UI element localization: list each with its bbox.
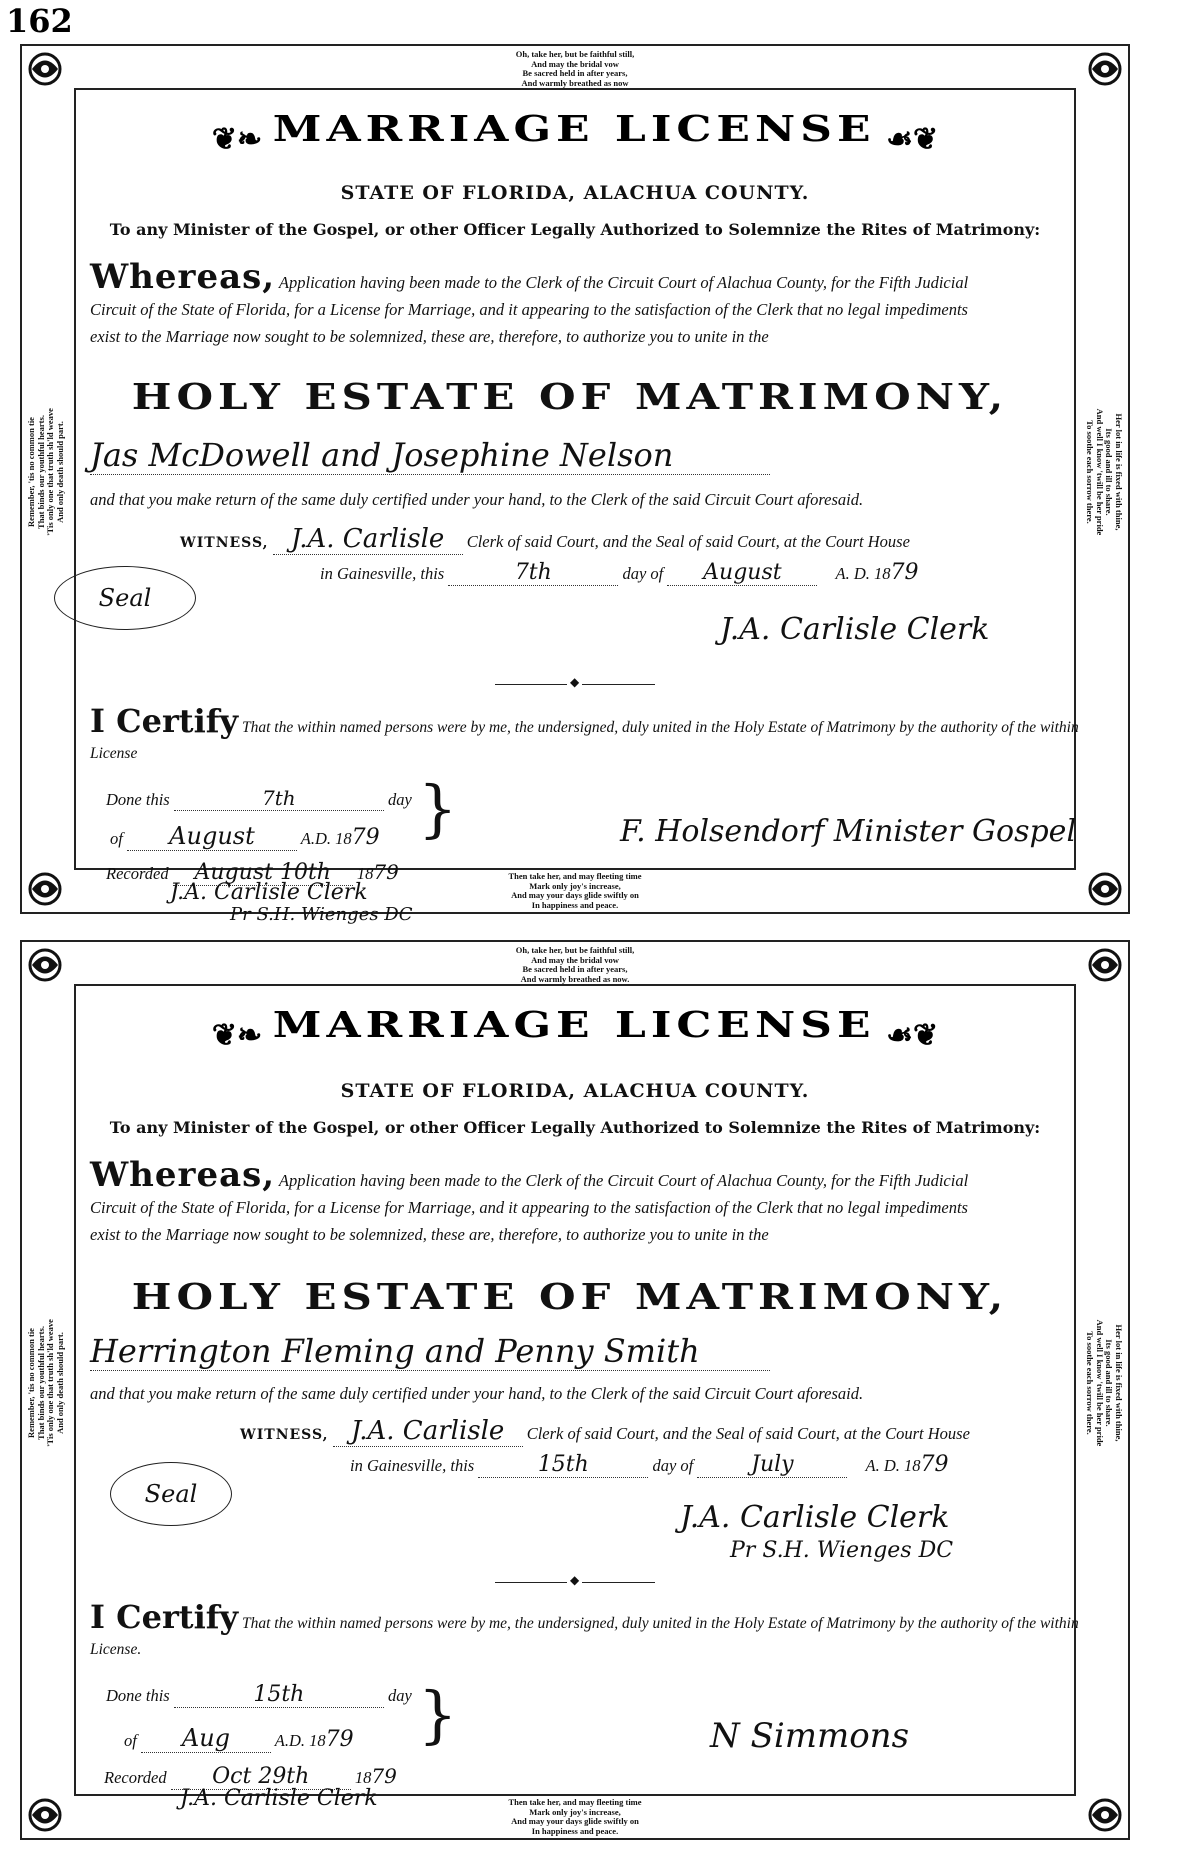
- court-seal: Seal: [54, 566, 196, 630]
- poem-top: Oh, take her, but be faithful still, And may the bridal vow Be sacred held in after years, And warmly breathed as now: [515, 49, 635, 88]
- whereas-paragraph: [90, 257, 1000, 350]
- done-this-line: Done this 7th day: [106, 786, 412, 810]
- flourish-left-icon: ❦❧: [211, 1018, 263, 1053]
- couple-names: Herrington Fleming and Penny Smith: [90, 1332, 770, 1371]
- date-line: in Gainesville, this 15th day of July A. D. 1879: [350, 1452, 949, 1477]
- witness-signature: J.A. Carlisle: [333, 1416, 523, 1447]
- recorded-signature-1: J.A. Carlisle Clerk: [170, 880, 368, 905]
- done-month-line: of August A.D. 1879: [110, 822, 380, 850]
- done-month: Aug: [141, 1724, 271, 1753]
- corner-ornament-icon: [26, 946, 64, 984]
- minister-signature: F. Holsendorf Minister Gospel: [620, 814, 1077, 849]
- day-value: 15th: [478, 1452, 648, 1478]
- done-this-line: Done this 15th day: [106, 1682, 412, 1707]
- poem-bottom: Then take her, and may fleeting time Mark only joy's increase, And may your days glide swiftly on In happiness and peace.: [508, 871, 642, 910]
- side-poem-right: Her lot in life is fixed with thine, Its good and ill to share. And well I know 'twill be her pride To soothe each sorrow there.: [1085, 1319, 1124, 1447]
- recorded-value: August 10th: [173, 860, 353, 886]
- certify-paragraph: [90, 1598, 1090, 1663]
- flourish-left-icon: ❦❧: [211, 122, 263, 157]
- holy-estate-heading: HOLY ESTATE OF MATRIMONY,: [131, 375, 1009, 418]
- page-number: 162: [6, 2, 73, 40]
- section-divider: [495, 1582, 655, 1583]
- month-value: August: [667, 560, 817, 586]
- clerk-text: Clerk of said Court, and the Seal of said Court, at the Court House: [466, 532, 910, 551]
- month-value: July: [697, 1452, 847, 1478]
- clerk-text: Clerk of said Court, and the Seal of said Court, at the Court House: [526, 1424, 970, 1443]
- marriage-license-1: [20, 44, 1130, 925]
- return-text: and that you make return of the same duly certified under your hand, to the Clerk of the said Circuit Court aforesaid.: [90, 490, 864, 509]
- side-poem-left: Remember, 'tis no common tie That binds our youthful hearts. 'Tis only one that truth sh'ld weave And only death should part.: [26, 408, 65, 536]
- whereas-paragraph: [90, 1155, 1000, 1248]
- date-line: in Gainesville, this 7th day of August A. D. 1879: [320, 560, 919, 585]
- brace-icon: }: [418, 1678, 458, 1751]
- address-line: To any Minister of the Gospel, or other Officer Legally Authorized to Solemnize the Rites of Matrimony:: [109, 1118, 1041, 1137]
- year-value: 79: [890, 560, 919, 585]
- whereas-word: Whereas,: [90, 257, 276, 297]
- certify-paragraph: [90, 702, 1090, 767]
- corner-ornament-icon: [26, 1796, 64, 1834]
- witness-line: [180, 524, 910, 555]
- done-month-line: of Aug A.D. 1879: [124, 1724, 354, 1752]
- license-title: ❦❧ MARRIAGE LICENSE ☙❦: [211, 109, 939, 157]
- side-poem-right: Her lot in life is fixed with thine, Its good and ill to share. And well I know 'twill be her pride To soothe each sorrow there.: [1085, 408, 1124, 536]
- license-title: ❦❧ MARRIAGE LICENSE ☙❦: [211, 1005, 939, 1053]
- marriage-license-2: [20, 940, 1130, 1840]
- recorded-signature-2: Pr S.H. Wienges DC: [230, 904, 413, 925]
- clerk-signature: J.A. Carlisle Clerk: [720, 612, 990, 647]
- witness-label: WITNESS,: [240, 1427, 329, 1443]
- done-day: 15th: [174, 1682, 384, 1708]
- corner-ornament-icon: [1086, 1796, 1124, 1834]
- recorded-value: Oct 29th: [171, 1764, 351, 1790]
- clerk-signature-deputy: Pr S.H. Wienges DC: [730, 1538, 954, 1563]
- done-month: August: [127, 822, 297, 851]
- corner-ornament-icon: [1086, 870, 1124, 908]
- whereas-word: Whereas,: [90, 1155, 276, 1195]
- brace-icon: }: [418, 772, 458, 845]
- recorded-year: 79: [371, 1764, 397, 1788]
- corner-ornament-icon: [26, 50, 64, 88]
- day-value: 7th: [448, 560, 618, 586]
- witness-line: [240, 1416, 970, 1447]
- recorded-signature-1: J.A. Carlisle Clerk: [180, 1786, 378, 1811]
- poem-bottom: Then take her, and may fleeting time Mark only joy's increase, And may your days glide swiftly on In happiness and peace.: [508, 1797, 642, 1836]
- holy-estate-heading: HOLY ESTATE OF MATRIMONY,: [131, 1275, 1009, 1318]
- year-value: 79: [920, 1452, 949, 1477]
- recorded-line: Recorded August 10th 1879: [106, 860, 399, 885]
- clerk-signature: J.A. Carlisle Clerk: [680, 1500, 950, 1535]
- state-heading: STATE OF FLORIDA, ALACHUA COUNTY.: [340, 182, 810, 204]
- certify-text: That the within named persons were by me, the undersigned, duly united in the Holy Estate of Matrimony by the authority of the within License.: [90, 1615, 1079, 1658]
- side-poem-left: Remember, 'tis no common tie That binds our youthful hearts. 'Tis only one that truth sh'ld weave And only death should part.: [26, 1319, 65, 1447]
- poem-top: Oh, take her, but be faithful still, And may the bridal vow Be sacred held in after years, And warmly breathed as now.: [515, 945, 635, 984]
- done-year: 79: [351, 825, 380, 850]
- certify-text: That the within named persons were by me, the undersigned, duly united in the Holy Estate of Matrimony by the authority of the within License: [90, 719, 1079, 762]
- witness-signature: J.A. Carlisle: [273, 524, 463, 555]
- corner-ornament-icon: [1086, 50, 1124, 88]
- done-day: 7th: [174, 786, 384, 811]
- recorded-year: 79: [373, 860, 399, 884]
- whereas-text: Application having been made to the Clerk of the Circuit Court of Alachua County, for the Fifth Judicial Circuit of the State of Florida, for a License for Marriage, and it appearing to the satisfaction of the Clerk that no legal impediments exist to the Marriage now sought to be solemnized, these are, therefore, to authorize you to unite in the: [90, 1171, 969, 1244]
- address-line: To any Minister of the Gospel, or other Officer Legally Authorized to Solemnize the Rites of Matrimony:: [109, 220, 1041, 239]
- done-year: 79: [325, 1727, 354, 1752]
- recorded-line: Recorded Oct 29th 1879: [104, 1764, 397, 1789]
- couple-names: Jas McDowell and Josephine Nelson: [90, 436, 770, 475]
- court-seal: Seal: [110, 1462, 232, 1526]
- corner-ornament-icon: [26, 870, 64, 908]
- section-divider: [495, 684, 655, 685]
- certify-word: I Certify: [90, 702, 239, 740]
- minister-signature: N Simmons: [710, 1716, 910, 1756]
- return-text: and that you make return of the same duly certified under your hand, to the Clerk of the said Circuit Court aforesaid.: [90, 1384, 864, 1403]
- witness-label: WITNESS,: [180, 535, 269, 551]
- flourish-right-icon: ☙❦: [886, 122, 939, 157]
- state-heading: STATE OF FLORIDA, ALACHUA COUNTY.: [340, 1080, 810, 1102]
- certify-word: I Certify: [90, 1598, 239, 1636]
- corner-ornament-icon: [1086, 946, 1124, 984]
- whereas-text: Application having been made to the Clerk of the Circuit Court of Alachua County, for the Fifth Judicial Circuit of the State of Florida, for a License for Marriage, and it appearing to the satisfaction of the Clerk that no legal impediments exist to the Marriage now sought to be solemnized, these are, therefore, to authorize you to unite in the: [90, 273, 969, 346]
- flourish-right-icon: ☙❦: [886, 1018, 939, 1053]
